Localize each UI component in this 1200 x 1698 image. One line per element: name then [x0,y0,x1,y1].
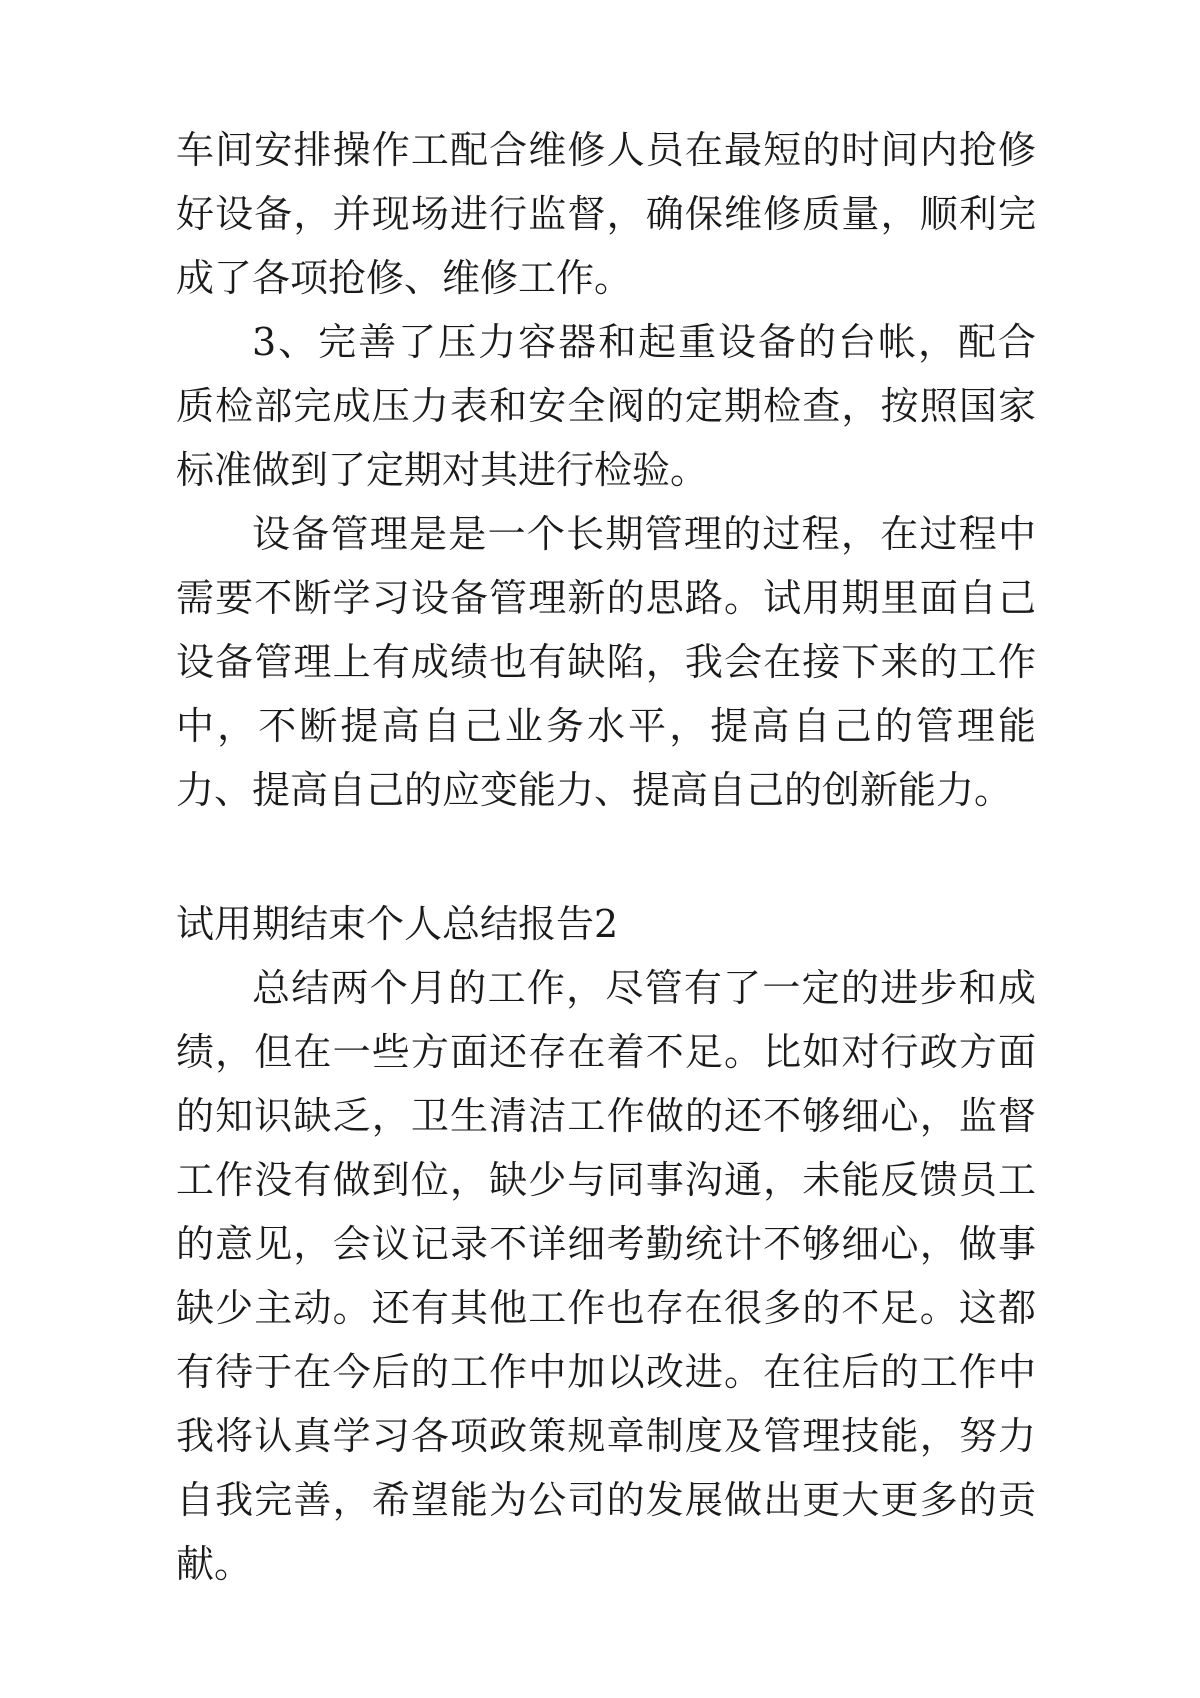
paragraph-item-3: 3、完善了压力容器和起重设备的台帐，配合质检部完成压力表和安全阀的定期检查，按照国家标准做到了定期对其进行检验。 [176,320,1036,492]
section-title: 试用期结束个人总结报告2 [176,902,619,946]
paragraph-continued: 车间安排操作工配合维修人员在最短的时间内抢修好设备，并现场进行监督，确保维修质量，顺利完成了各项抢修、维修工作。 [176,128,1036,300]
document-body [176,118,1036,1596]
paragraph-summary: 总结两个月的工作，尽管有了一定的进步和成绩，但在一些方面还存在着不足。比如对行政方面的知识缺乏，卫生清洁工作做的还不够细心，监督工作没有做到位，缺少与同事沟通，未能反馈员工的意见，会议记录不详细考勤统计不够细心，做事缺少主动。还有其他工作也存在很多的不足。这都有待于在今后的工作中加以改进。在往后的工作中我将认真学习各项政策规章制度及管理技能，努力自我完善，希望能为公司的发展做出更大更多的贡献。 [176,966,1036,1586]
paragraph-equipment-management: 设备管理是是一个长期管理的过程，在过程中需要不断学习设备管理新的思路。试用期里面自己设备管理上有成绩也有缺陷，我会在接下来的工作中，不断提高自己业务水平，提高自己的管理能力、提高自己的应变能力、提高自己的创新能力。 [176,512,1036,812]
